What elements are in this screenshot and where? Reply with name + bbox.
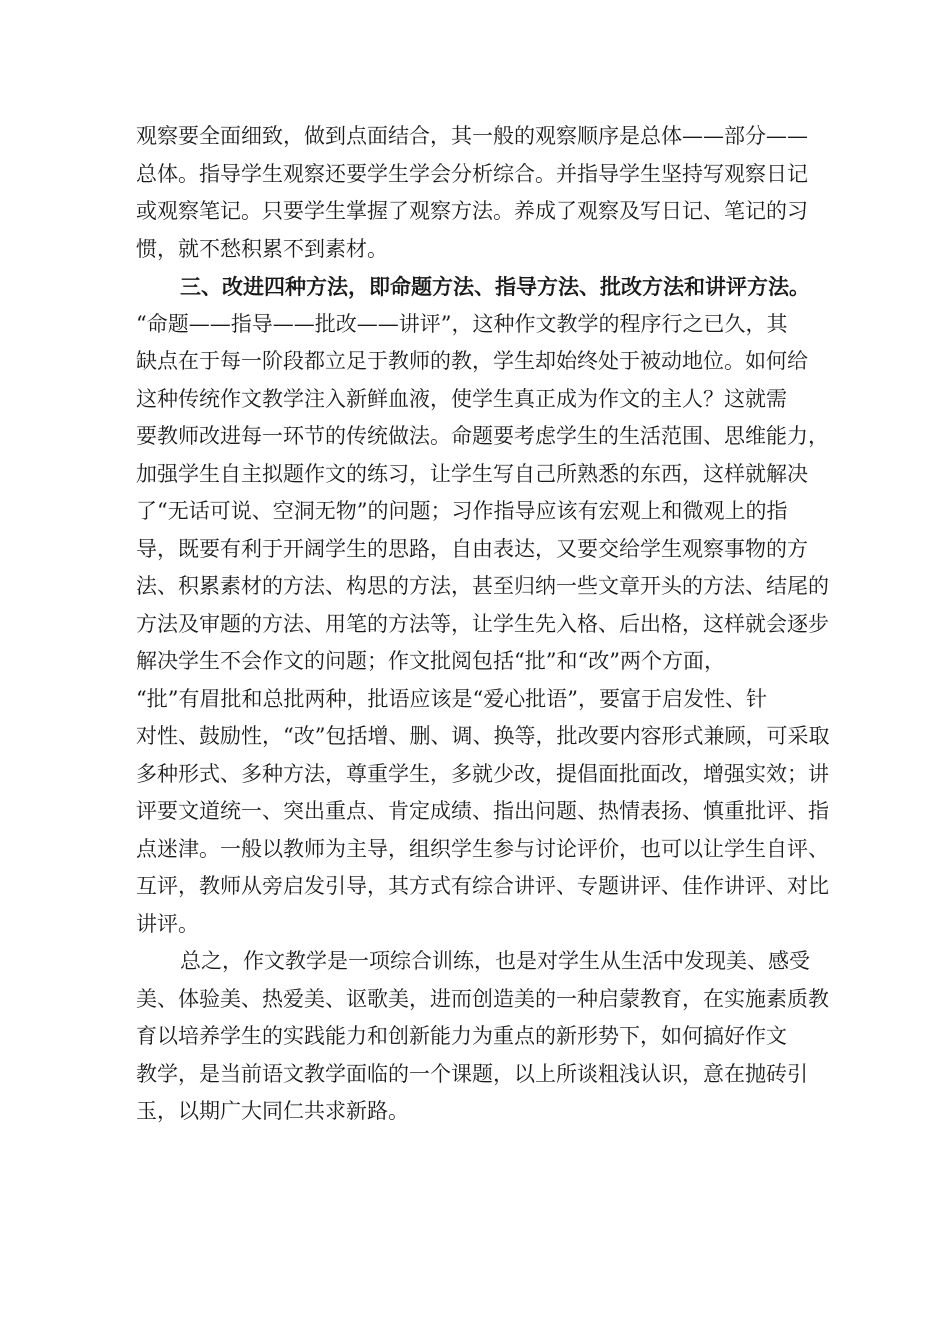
text-line: 加强学生自主拟题作文的练习，让学生写自己所熟悉的东西，这样就解决 — [136, 461, 808, 486]
text-line: 评要文道统一、突出重点、肯定成绩、指出问题、热情表扬、慎重批评、指 — [136, 799, 829, 823]
text-line: “批”有眉批和总批两种，批语应该是“爱心批语”，要富于启发性、针 — [136, 686, 767, 711]
paragraph-observation — [136, 118, 842, 268]
text-line: 导，既要有利于开阔学生的思路，自由表达，又要交给学生观察事物的方 — [136, 536, 808, 561]
section-heading: 三、改进四种方法，即命题方法、指导方法、批改方法和讲评方法。 — [180, 274, 810, 299]
paragraph-methods — [136, 306, 842, 944]
text-line: 解决学生不会作文的问题；作文批阅包括“批”和“改”两个方面， — [136, 649, 725, 673]
document-page — [136, 118, 842, 1131]
text-line: 互评，教师从旁启发引导，其方式有综合讲评、专题讲评、佳作讲评、对比 — [136, 874, 829, 898]
text-line: 了“无话可说、空洞无物”的问题；习作指导应该有宏观上和微观上的指 — [136, 499, 788, 523]
text-line: 总之，作文教学是一项综合训练，也是对学生从生活中发现美、感受 — [180, 949, 810, 973]
text-line: 多种形式、多种方法，尊重学生，多就少改，提倡面批面改，增强实效；讲 — [136, 761, 829, 786]
text-line: 这种传统作文教学注入新鲜血液，使学生真正成为作文的主人？这就需 — [136, 386, 787, 411]
text-line: 要教师改进每一环节的传统做法。命题要考虑学生的生活范围、思维能力， — [136, 424, 829, 448]
text-line: 讲评。 — [136, 911, 199, 936]
text-line: 点迷津。一般以教师为主导，组织学生参与讨论评价，也可以让学生自评、 — [136, 836, 829, 861]
text-line: 方法及审题的方法、用笔的方法等，让学生先入格、后出格，这样就会逐步 — [136, 611, 829, 636]
text-line: 对性、鼓励性，“改”包括增、删、调、换等，批改要内容形式兼顾，可采取 — [136, 724, 830, 748]
paragraph-conclusion — [136, 943, 842, 1131]
text-line: 惯，就不愁积累不到素材。 — [136, 236, 388, 261]
text-line: 或观察笔记。只要学生掌握了观察方法。养成了观察及写日记、笔记的习 — [136, 199, 808, 223]
text-line: 美、体验美、热爱美、讴歌美，进而创造美的一种启蒙教育，在实施素质教 — [136, 986, 829, 1011]
text-line: 教学，是当前语文教学面临的一个课题，以上所谈粗浅认识，意在抛砖引 — [136, 1061, 808, 1086]
text-line: 总体。指导学生观察还要学生学会分析综合。并指导学生坚持写观察日记 — [136, 161, 808, 186]
text-line: “命题——指导——批改——讲评”，这种作文教学的程序行之已久，其 — [136, 311, 788, 336]
text-line: 法、积累素材的方法、构思的方法，甚至归纳一些文章开头的方法、结尾的 — [136, 574, 829, 598]
text-line: 观察要全面细致，做到点面结合，其一般的观察顺序是总体——部分—— — [136, 124, 808, 148]
text-line: 玉，以期广大同仁共求新路。 — [136, 1099, 409, 1123]
text-line: 育以培养学生的实践能力和创新能力为重点的新形势下，如何搞好作文 — [136, 1024, 787, 1048]
text-line: 缺点在于每一阶段都立足于教师的教，学生却始终处于被动地位。如何给 — [136, 349, 808, 373]
